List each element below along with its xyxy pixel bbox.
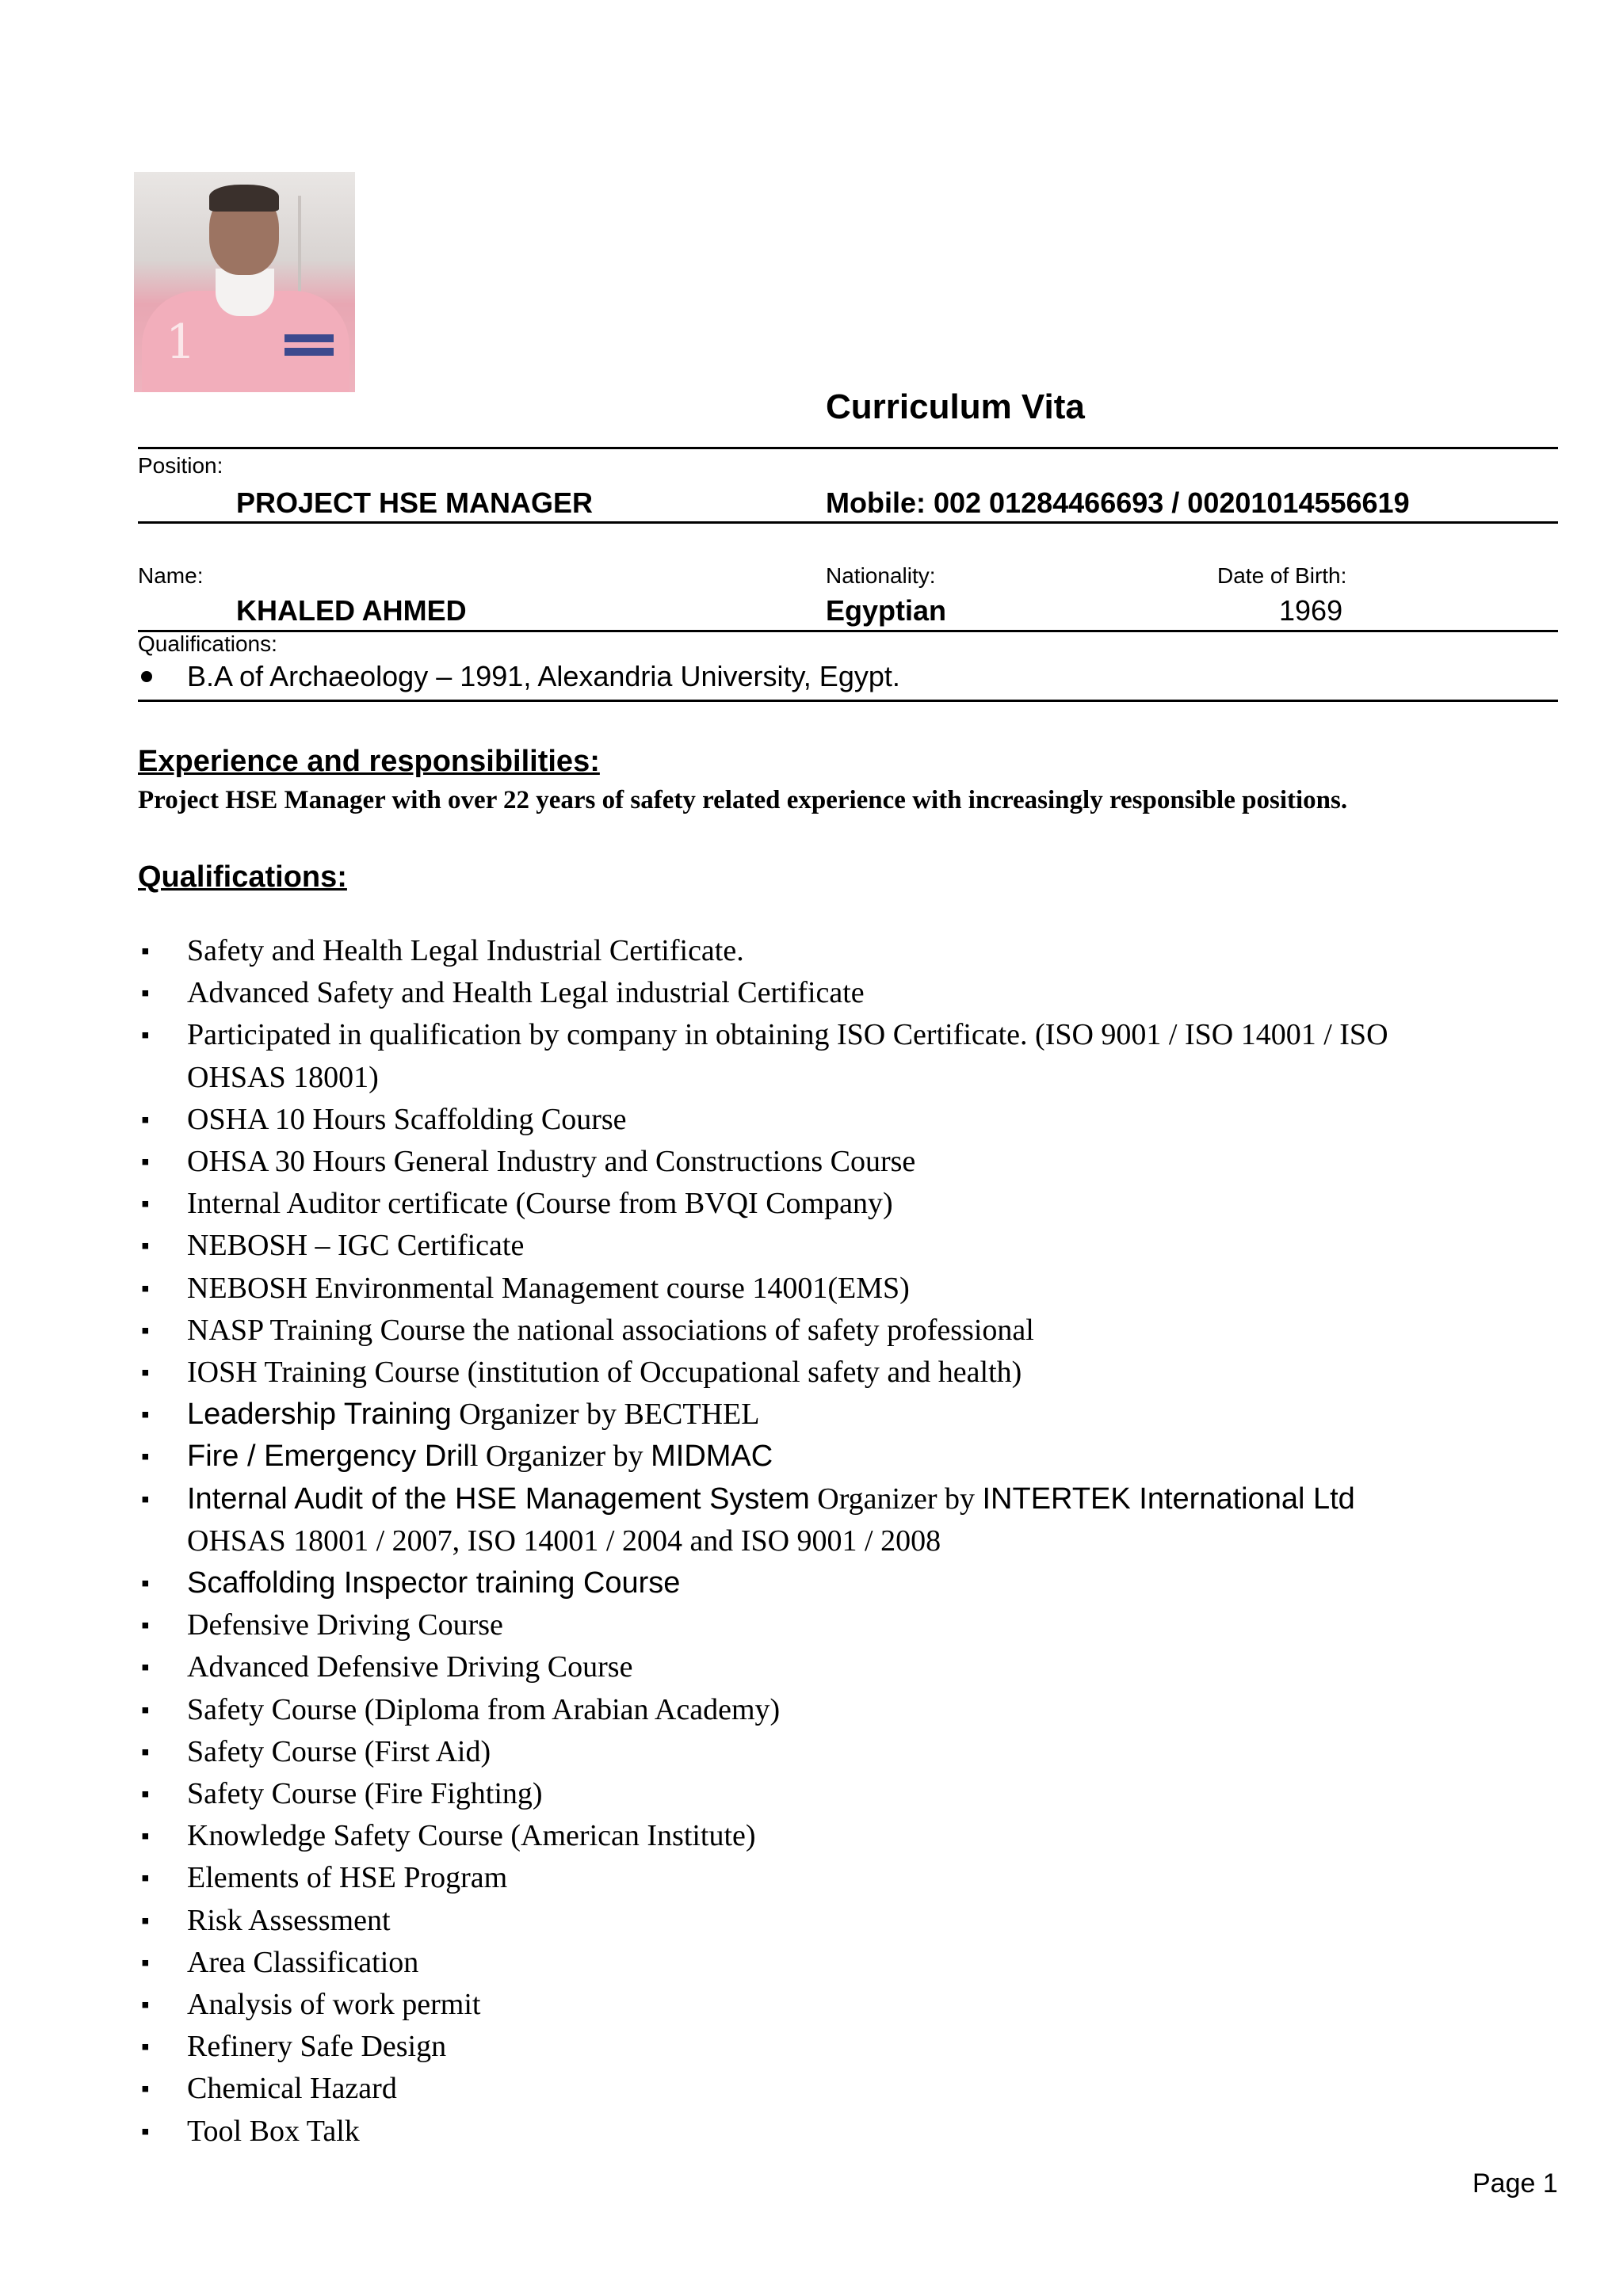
profile-photo: 1 bbox=[134, 172, 355, 392]
mobile-number: Mobile: 002 01284466693 / 00201014556619 bbox=[826, 486, 1410, 519]
list-item: ▪ OSHA 10 Hours Scaffolding Course bbox=[138, 1099, 1564, 1141]
qualifications-heading: Qualifications: bbox=[138, 860, 347, 894]
list-item: ▪ Internal Auditor certificate (Course from BVQI Company) bbox=[138, 1183, 1564, 1225]
nationality-label: Nationality: bbox=[826, 563, 936, 588]
square-bullet-icon: ▪ bbox=[141, 2118, 150, 2145]
square-bullet-icon: ▪ bbox=[141, 1781, 150, 1808]
square-bullet-icon: ▪ bbox=[141, 1444, 150, 1470]
list-item: ▪ Refinery Safe Design bbox=[138, 2026, 1564, 2068]
square-bullet-icon: ▪ bbox=[141, 1738, 150, 1765]
square-bullet-icon: ▪ bbox=[141, 1654, 150, 1681]
square-bullet-icon: ▪ bbox=[141, 1823, 150, 1850]
bullet-icon bbox=[141, 671, 152, 682]
square-bullet-icon: ▪ bbox=[141, 1233, 150, 1260]
square-bullet-icon: ▪ bbox=[141, 1949, 150, 1976]
list-item-continuation: OHSAS 18001) bbox=[187, 1060, 379, 1094]
square-bullet-icon: ▪ bbox=[141, 2076, 150, 2103]
experience-summary: Project HSE Manager with over 22 years of safety related experience with increasingly responsible positions. bbox=[138, 786, 1348, 814]
square-bullet-icon: ▪ bbox=[141, 1570, 150, 1597]
list-item-continuation: OHSAS 18001 / 2007, ISO 14001 / 2004 and ISO 9001 / 2008 bbox=[187, 1524, 941, 1558]
list-item: ▪ Area Classification bbox=[138, 1942, 1564, 1984]
list-item: ▪ Advanced Safety and Health Legal industrial Certificate bbox=[138, 972, 1564, 1014]
list-item: ▪ OHSA 30 Hours General Industry and Constructions Course bbox=[138, 1141, 1564, 1183]
square-bullet-icon: ▪ bbox=[141, 1486, 150, 1512]
dob-value: 1969 bbox=[1279, 594, 1343, 627]
education-label: Qualifications: bbox=[138, 631, 277, 656]
list-item: ▪ NEBOSH – IGC Certificate bbox=[138, 1225, 1564, 1267]
dob-label: Date of Birth: bbox=[1217, 563, 1347, 588]
list-item: ▪ Advanced Defensive Driving Course bbox=[138, 1646, 1564, 1688]
qualifications-list bbox=[138, 930, 1564, 2153]
experience-heading: Experience and responsibilities: bbox=[138, 745, 600, 778]
list-item: ▪ Defensive Driving Course bbox=[138, 1604, 1564, 1646]
name-value: KHALED AHMED bbox=[236, 594, 467, 627]
page-number: Page 1 bbox=[1472, 2168, 1558, 2199]
divider bbox=[138, 630, 1558, 632]
list-item: ▪ Fire / Emergency Drill Organizer by MIDMAC bbox=[138, 1436, 1564, 1478]
list-item: ▪ Elements of HSE Program bbox=[138, 1857, 1564, 1899]
education-item-text: B.A of Archaeology – 1991, Alexandria University, Egypt. bbox=[187, 660, 900, 692]
list-item: ▪ Internal Audit of the HSE Management System Organizer by INTERTEK International Ltd bbox=[138, 1478, 1564, 1520]
square-bullet-icon: ▪ bbox=[141, 938, 150, 964]
square-bullet-icon: ▪ bbox=[141, 1612, 150, 1639]
list-item: ▪ Chemical Hazard bbox=[138, 2068, 1564, 2110]
name-label: Name: bbox=[138, 563, 204, 588]
divider bbox=[138, 700, 1558, 702]
list-item: ▪ Safety Course (Diploma from Arabian Academy) bbox=[138, 1689, 1564, 1731]
list-item: ▪ Knowledge Safety Course (American Institute) bbox=[138, 1815, 1564, 1857]
square-bullet-icon: ▪ bbox=[141, 2034, 150, 2061]
square-bullet-icon: ▪ bbox=[141, 1360, 150, 1386]
list-item: ▪ Safety Course (First Aid) bbox=[138, 1731, 1564, 1773]
square-bullet-icon: ▪ bbox=[141, 1022, 150, 1049]
education-item bbox=[138, 660, 900, 693]
square-bullet-icon: ▪ bbox=[141, 1191, 150, 1218]
list-item: ▪ Participated in qualification by company in obtaining ISO Certificate. (ISO 9001 / ISO 14001 / ISO bbox=[138, 1014, 1564, 1056]
position-label: Position: bbox=[138, 453, 223, 478]
square-bullet-icon: ▪ bbox=[141, 1275, 150, 1302]
square-bullet-icon: ▪ bbox=[141, 980, 150, 1007]
list-item: ▪ Safety Course (Fire Fighting) bbox=[138, 1773, 1564, 1815]
square-bullet-icon: ▪ bbox=[141, 1317, 150, 1344]
divider bbox=[138, 447, 1558, 449]
square-bullet-icon: ▪ bbox=[141, 1402, 150, 1428]
square-bullet-icon: ▪ bbox=[141, 1907, 150, 1934]
list-item: ▪ Leadership Training Organizer by BECTHEL bbox=[138, 1394, 1564, 1436]
list-item: ▪ Analysis of work permit bbox=[138, 1984, 1564, 2026]
square-bullet-icon: ▪ bbox=[141, 1992, 150, 2019]
square-bullet-icon: ▪ bbox=[141, 1149, 150, 1176]
square-bullet-icon: ▪ bbox=[141, 1865, 150, 1892]
position-value: PROJECT HSE MANAGER bbox=[236, 486, 594, 519]
document-title: Curriculum Vita bbox=[826, 387, 1085, 426]
list-item: ▪ Risk Assessment bbox=[138, 1900, 1564, 1942]
divider bbox=[138, 521, 1558, 524]
list-item: ▪ NASP Training Course the national associations of safety professional bbox=[138, 1310, 1564, 1352]
list-item: ▪ NEBOSH Environmental Management course 14001(EMS) bbox=[138, 1268, 1564, 1310]
list-item: ▪ Safety and Health Legal Industrial Certificate. bbox=[138, 930, 1564, 972]
list-item: ▪ Scaffolding Inspector training Course bbox=[138, 1562, 1564, 1604]
nationality-value: Egyptian bbox=[826, 594, 947, 627]
list-item: ▪ Tool Box Talk bbox=[138, 2111, 1564, 2153]
square-bullet-icon: ▪ bbox=[141, 1106, 150, 1133]
square-bullet-icon: ▪ bbox=[141, 1696, 150, 1723]
list-item: ▪ IOSH Training Course (institution of Occupational safety and health) bbox=[138, 1352, 1564, 1394]
